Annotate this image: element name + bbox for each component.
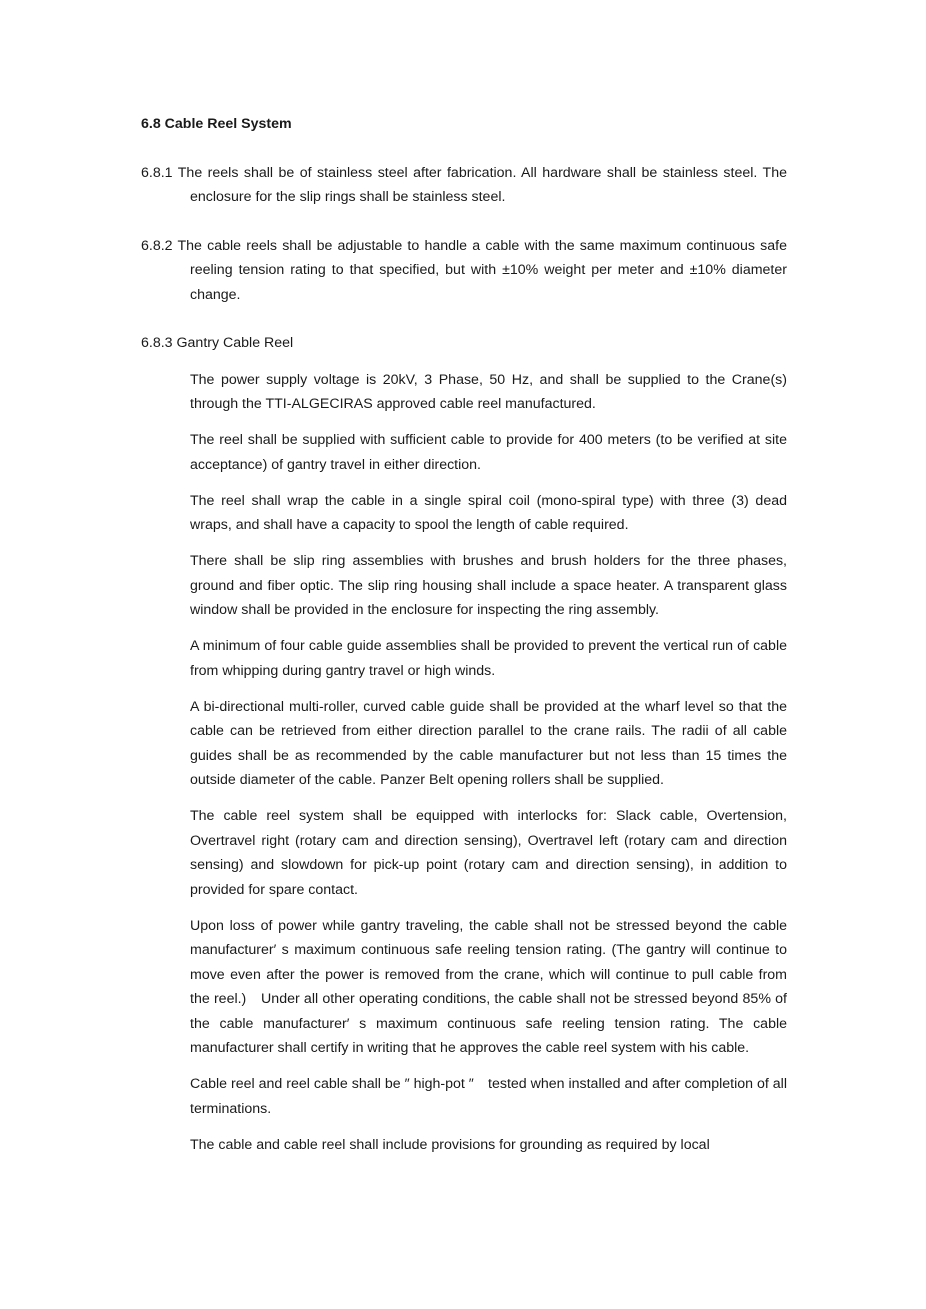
section-heading: 6.8 Cable Reel System <box>141 116 292 132</box>
paragraph-roller-guide: A bi-directional multi-roller, curved cable guide shall be provided at the wharf level so that the cable can be retrieved from either direction parallel to the crane rails. The radii of all cable guides shall be as recommended by the cable manufacturer but not less than 15 times the outside diameter of the cable. Panzer Belt opening rollers shall be supplied. <box>190 698 787 788</box>
paragraph-cable-guides: A minimum of four cable guide assemblies shall be provided to prevent the vertical run of cable from whipping during gantry travel or high winds. <box>190 638 787 679</box>
paragraph-grounding: The cable and cable reel shall include provisions for grounding as required by local <box>190 1136 710 1153</box>
paragraph-power-supply: The power supply voltage is 20kV, 3 Phase, 50 Hz, and shall be supplied to the Crane(s) through the TTI-ALGECIRAS approved cable reel manufactured. <box>190 371 787 412</box>
paragraph-power-loss: Upon loss of power while gantry traveling, the cable shall not be stressed beyond the cable manufacturer′ s maximum continuous safe reeling tension rating. (The gantry will continue to move even after the power is removed from the crane, which will continue to pull cable from the reel.) Under all other operating conditions, the cable shall not be stressed beyond 85% of the cable manufacturer′ s maximum continuous safe reeling tension rating. The cable manufacturer shall certify in writing that he approves the cable reel system with his cable. <box>190 917 787 1056</box>
paragraph-interlocks: The cable reel system shall be equipped with interlocks for: Slack cable, Overtension, Overtravel right (rotary cam and direction sensing), Overtravel left (rotary cam and direction sensing) and slowdown for pick-up point (rotary cam and direction sensing), in addition to provided for spare contact. <box>190 808 787 898</box>
clause-6-8-1: 6.8.1 The reels shall be of stainless steel after fabrication. All hardware shall be stainless steel. The enclosure for the slip rings shall be stainless steel. <box>141 164 787 205</box>
document-body <box>141 112 787 1169</box>
paragraph-cable-length: The reel shall be supplied with sufficient cable to provide for 400 meters (to be verified at site acceptance) of gantry travel in either direction. <box>190 432 787 473</box>
clause-6-8-2: 6.8.2 The cable reels shall be adjustable to handle a cable with the same maximum continuous safe reeling tension rating to that specified, but with ±10% weight per meter and ±10% diameter change. <box>141 237 787 303</box>
paragraph-slip-ring: There shall be slip ring assemblies with brushes and brush holders for the three phases, ground and fiber optic. The slip ring housing shall include a space heater. A transparent glass window shall be provided in the enclosure for inspecting the ring assembly. <box>190 553 787 618</box>
paragraph-high-pot-test: Cable reel and reel cable shall be ″ high-pot ″ tested when installed and after completion of all terminations. <box>190 1076 787 1117</box>
subsection-heading: 6.8.3 Gantry Cable Reel <box>141 335 294 351</box>
paragraph-spiral-coil: The reel shall wrap the cable in a single spiral coil (mono-spiral type) with three (3) dead wraps, and shall have a capacity to spool the length of cable required. <box>190 492 787 533</box>
